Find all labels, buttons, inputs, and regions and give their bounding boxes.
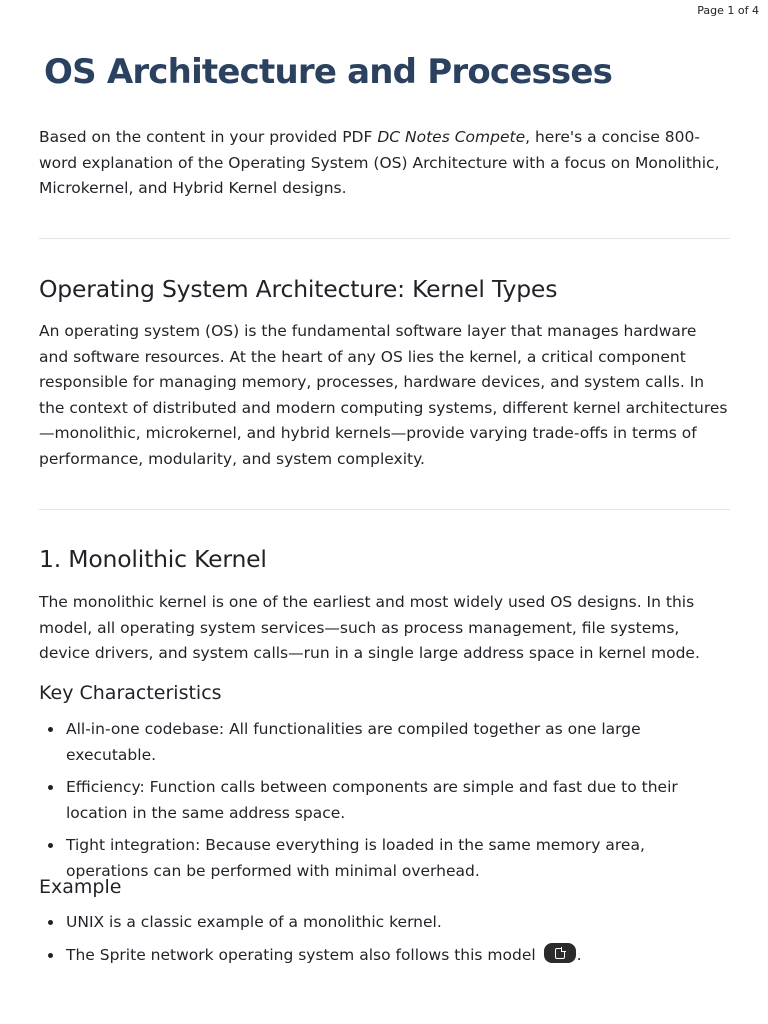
- intro-paragraph: [39, 125, 730, 202]
- source-document-name: DC Notes Compete: [377, 128, 526, 146]
- characteristics-list: [39, 717, 719, 892]
- section-heading-monolithic: 1. Monolithic Kernel: [39, 545, 267, 573]
- kernel-types-paragraph: An operating system (OS) is the fundamental software layer that manages hardware and software resources. At the heart of any OS lies the kernel, a critical component responsible for managing memory, processes, hardware devices, and system calls. In the context of distributed and modern computing systems, different kernel architectures—monolithic, microkernel, and hybrid kernels—provide varying trade-offs in terms of performance, modularity, and system complexity.: [39, 322, 728, 468]
- example-suffix: .: [576, 945, 582, 964]
- page-indicator: Page 1 of 4: [697, 4, 759, 17]
- document-title: OS Architecture and Processes: [44, 52, 613, 92]
- section-heading-kernel-types: Operating System Architecture: Kernel Types: [39, 275, 558, 303]
- list-item: All-in-one codebase: All functionalities are compiled together as one large executable.: [39, 717, 719, 768]
- document-citation-icon[interactable]: [544, 943, 576, 963]
- monolithic-paragraph: The monolithic kernel is one of the earliest and most widely used OS designs. In this model, all operating system services—such as process management, file systems, device drivers, and system calls—run in a single large address space in kernel mode.: [39, 593, 700, 663]
- list-item: UNIX is a classic example of a monolithic kernel.: [39, 910, 719, 936]
- subheading-key-characteristics: Key Characteristics: [39, 682, 222, 704]
- intro-text-after: , here's a concise 800-word explanation of the Operating System (OS) Architecture with a focus on Monolithic, Microkernel, and Hybrid Kernel designs.: [39, 128, 720, 198]
- section-divider: [39, 509, 730, 510]
- example-text: The Sprite network operating system also follows this model: [66, 945, 536, 964]
- section-divider: [39, 238, 730, 239]
- list-item: Tight integration: Because everything is loaded in the same memory area, operations can be performed with minimal overhead.: [39, 833, 719, 884]
- list-item: Efficiency: Function calls between components are simple and fast due to their location in the same address space.: [39, 775, 719, 826]
- list-item: [39, 943, 719, 969]
- example-list: [39, 910, 719, 975]
- subheading-example: Example: [39, 876, 122, 898]
- intro-text-before: Based on the content in your provided PDF: [39, 128, 378, 146]
